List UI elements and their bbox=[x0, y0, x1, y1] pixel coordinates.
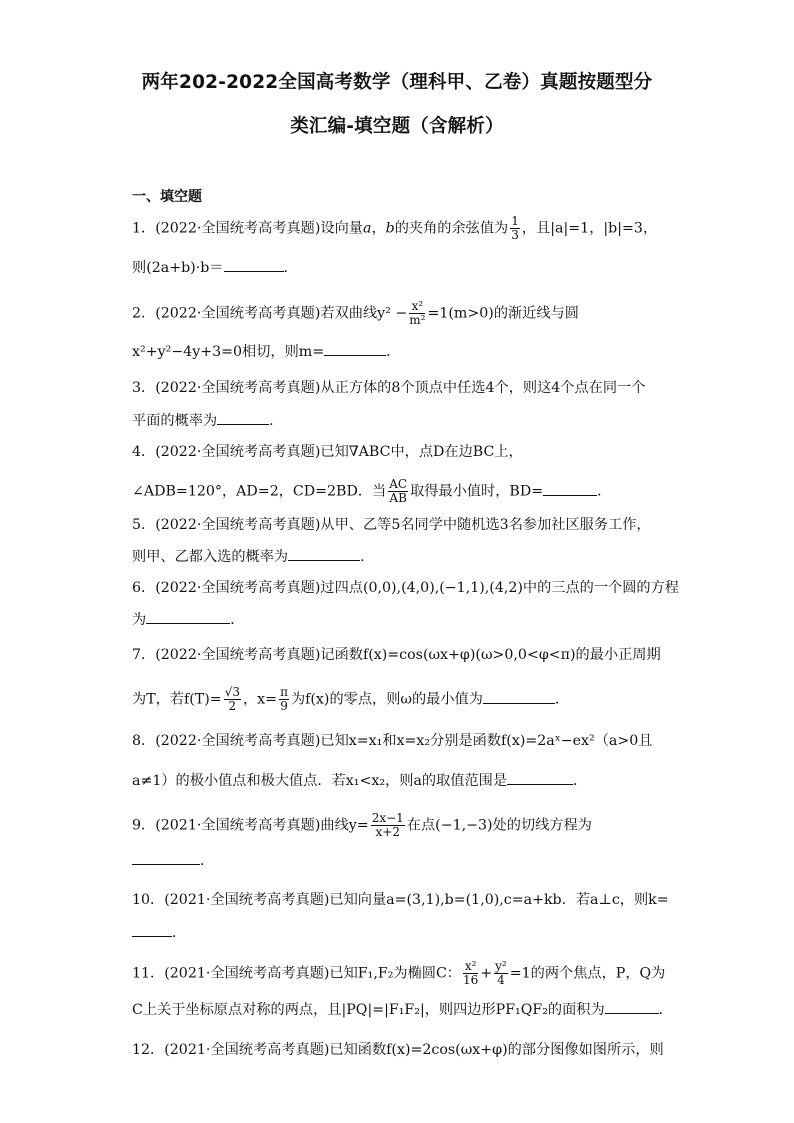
question-9-line-2: ． bbox=[132, 850, 214, 871]
answer-blank[interactable] bbox=[132, 850, 200, 865]
question-2-line-1: 2．(2022·全国统考高考真题)若双曲线y² − $\frac{\text{x²}}{\text{m²}}$ =1(m>0)的渐近线与圆 bbox=[132, 299, 579, 327]
question-5-line-2: 则甲、乙都入选的概率为 ． bbox=[132, 546, 374, 567]
answer-blank[interactable] bbox=[324, 341, 386, 356]
page-title-line-1: 两年202-2022全国高考数学（理科甲、乙卷）真题按题型分 bbox=[141, 72, 653, 93]
question-3-line-2: 平面的概率为 ． bbox=[132, 410, 283, 431]
question-7-line-2: 为T，若f(T)= $\frac{√3}{2}$ ，x= $\frac{\pi}{9}$ 为f(x)的零点，则ω的最小值为 ． bbox=[132, 685, 570, 713]
question-10-line-1: 10．(2021·全国统考高考真题)已知向量a=(3,1),b=(1,0),c=a+kb．若a⊥c，则k= bbox=[132, 892, 669, 908]
fraction: $\frac{1}{3}$ bbox=[511, 214, 519, 242]
fraction: $\frac{2x-1}{x+2}$ bbox=[371, 811, 404, 839]
question-3-line-1: 3．(2022·全国统考高考真题)从正方体的8个顶点中任选4个，则这4个点在同一个 bbox=[132, 380, 646, 396]
question-10-line-2: ． bbox=[132, 922, 186, 943]
section-heading: 一、填空题 bbox=[132, 189, 202, 205]
question-8-line-2: a≠1）的极小值点和极大值点．若x₁<x₂，则a的取值范围是 ． bbox=[132, 770, 587, 791]
answer-blank[interactable] bbox=[132, 922, 172, 937]
question-6-line-1: 6．(2022·全国统考高考真题)过四点(0,0),(4,0),(−1,1),(4,2)中的三点的一个圆的方程 bbox=[132, 580, 679, 596]
fraction: $\frac{\text{x²}}{\text{m²}}$ bbox=[409, 299, 426, 327]
fraction: $\frac{\text{x²}}{16}$ bbox=[462, 959, 479, 987]
answer-blank[interactable] bbox=[146, 609, 230, 624]
answer-blank[interactable] bbox=[605, 999, 659, 1014]
question-9-line-1: 9．(2021·全国统考高考真题)曲线y= $\frac{2x-1}{x+2}$ 在点(−1,−3)处的切线方程为 bbox=[132, 811, 592, 839]
question-4-line-1: 4．(2022·全国统考高考真题)已知∇ABC中，点D在边BC上， bbox=[132, 444, 523, 460]
question-8-line-1: 8．(2022·全国统考高考真题)已知x=x₁和x=x₂分别是函数f(x)=2aˣ−ex²（a>0且 bbox=[132, 733, 653, 749]
question-7-line-1: 7．(2022·全国统考高考真题)记函数f(x)=cos(ωx+φ)(ω>0,0<φ<π)的最小正周期 bbox=[132, 647, 661, 663]
question-6-line-2: 为 ． bbox=[132, 609, 244, 630]
answer-blank[interactable] bbox=[507, 770, 573, 785]
question-1-line-1: 1．(2022·全国统考高考真题)设向量a，b的夹角的余弦值为 $\frac{1}{3}$ ，且|a|=1，|b|=3， bbox=[132, 214, 658, 242]
answer-blank[interactable] bbox=[288, 546, 360, 561]
question-4-line-2: ∠ADB=120°，AD=2，CD=2BD．当 $\frac{AC}{AB}$ 取得最小值时，BD= ． bbox=[132, 477, 612, 505]
question-12-line-1: 12．(2021·全国统考高考真题)已知函数f(x)=2cos(ωx+φ)的部分图像如图所示，则 bbox=[132, 1042, 664, 1058]
fraction: $\frac{√3}{2}$ bbox=[224, 685, 240, 713]
answer-blank[interactable] bbox=[543, 481, 597, 496]
fraction: $\frac{\text{y²}}{4}$ bbox=[495, 959, 507, 987]
question-2-line-2: x²+y²−4y+3=0相切，则m= ． bbox=[132, 341, 400, 362]
answer-blank[interactable] bbox=[217, 410, 269, 425]
fraction: $\frac{\pi}{9}$ bbox=[280, 685, 288, 713]
question-11-line-1: 11．(2021·全国统考高考真题)已知F₁,F₂为椭圆C： $\frac{\text{x²}}{16}$ + $\frac{\text{y²}}{4}$ =1的两个焦点，P，Q为 bbox=[132, 959, 666, 987]
answer-blank[interactable] bbox=[224, 257, 284, 272]
question-11-line-2: C上关于坐标原点对称的两点，且|PQ|=|F₁F₂|，则四边形PF₁QF₂的面积为 ． bbox=[132, 999, 673, 1020]
question-5-line-1: 5．(2022·全国统考高考真题)从甲、乙等5名同学中随机选3名参加社区服务工作， bbox=[132, 517, 651, 533]
fraction: $\frac{AC}{AB}$ bbox=[389, 477, 408, 505]
answer-blank[interactable] bbox=[483, 689, 555, 704]
page-title-line-2: 类汇编-填空题（含解析） bbox=[290, 116, 504, 137]
question-1-line-2: 则(2a+b)·b＝ ． bbox=[132, 257, 298, 278]
